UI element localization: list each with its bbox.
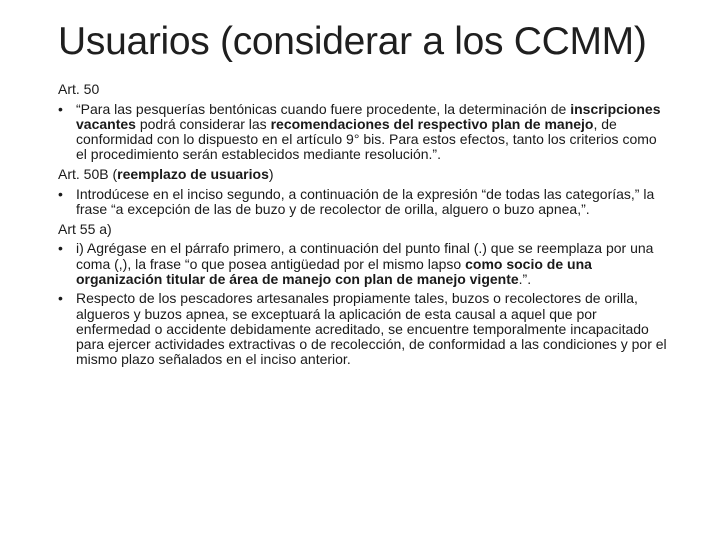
bullet-icon: • [58,240,63,257]
section-heading-art-55a: Art 55 a) [58,220,112,237]
slide-body [58,82,668,372]
bullet-text: “Para las pesquerías bentónicas cuando fuere procedente, la determinación de inscripciones vacantes podrá considerar las recomendaciones del respectivo plan de manejo, de conformidad con lo dispuesto en el artículo 9° bis. Para estos efectos, tanto los criterios como el procedimiento serán establecidos mediante resolución.”. [76,100,661,163]
bullet-text: i) Agrégase en el párrafo primero, a continuación del punto final (.) que se reemplaza por una coma (,), la frase “o que posea antigüedad por el mismo lapso como socio de una organización titular de área de manejo con plan de manejo vigente.”. [76,240,654,287]
section-heading-art-50b: Art. 50B (reemplazo de usuarios) [58,166,274,183]
bullet-icon: • [58,290,63,307]
bullet-text: Introdúcese en el inciso segundo, a continuación de la expresión “de todas las categorías,” la frase “a excepción de las de buzo y de recolector de orilla, alguero o buzo apnea,”. [76,185,655,217]
bullet-text: Respecto de los pescadores artesanales propiamente tales, buzos o recolectores de orilla, algueros y buzos apnea, se exceptuará la aplicación de esta causal a aquel que por enfermedad o accidente debidamente acreditado, se encuentre temporalmente incapacitado para ejercer actividades extractivas o de recolección, de conformidad a las condiciones y por el mismo plazo señalados en el inciso anterior. [76,290,667,368]
bullet-icon: • [58,185,63,202]
slide-title: Usuarios (considerar a los CCMM) [58,20,647,63]
bullet-art-50b [58,187,668,217]
section-heading-art-50: Art. 50 [58,81,100,97]
bullet-art-55a-respecto [58,291,668,367]
bullet-art-50 [58,102,668,163]
bullet-icon: • [58,100,63,117]
bullet-art-55a-i [58,241,668,287]
